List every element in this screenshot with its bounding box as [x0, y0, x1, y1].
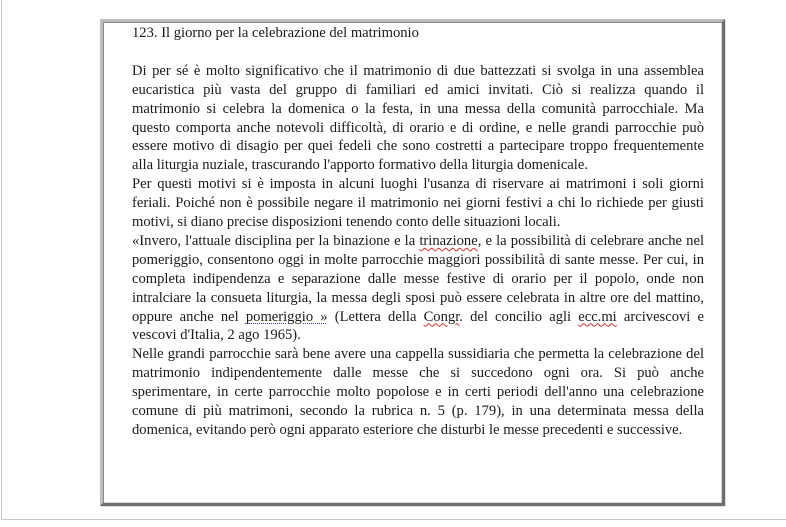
document-body: [132, 24, 704, 440]
grammar-check-pomeriggio[interactable]: pomeriggio »: [245, 308, 328, 325]
quote-text-4: . del concilio agli: [459, 308, 579, 325]
spellcheck-word-trinazione[interactable]: trinazione: [419, 232, 478, 249]
paragraph-2: Per questi motivi si è imposta in alcuni luoghi l'usanza di riservare ai matrimoni i soli giorni feriali. Poiché non è possibile negare il matrimonio nei giorni festivi a chi lo richiede per giusti motivi, si diano precise disposizioni tenendo conto delle situazioni locali.: [132, 176, 704, 231]
quote-text-1: «Invero, l'attuale disciplina per la binazione e la: [132, 232, 420, 249]
quote-text-3: (Lettera della: [327, 308, 424, 325]
spellcheck-word-eccmi[interactable]: ecc.mi: [578, 308, 617, 325]
paragraph-1: Di per sé è molto significativo che il matrimonio di due battezzati si svolga in una assemblea eucaristica più vasta del gruppo di familiari ed amici invitati. Ciò si realizza quando il matrimonio si celebra la domenica o la festa, in una messa della comunità parrocchiale. Ma questo comporta anche notevoli difficoltà, di orario e di ordine, e nelle grandi parrocchie può essere motivo di disagio per quei fedeli che sono costretti a partecipare troppo frequentemente alla liturgia nuziale, trascurando l'apporto formativo della liturgia domenicale.: [132, 62, 704, 174]
paragraph-3-quote: [132, 232, 704, 345]
quote-text-5: arcivescovi e vescovi d'Italia, 2 ago 1965).: [132, 308, 704, 344]
paragraph-4: Nelle grandi parrocchie sarà bene avere una cappella sussidiaria che permetta la celebrazione del matrimonio indipendentemente dalle messe che si succedono ogni ora. Si può anche sperimentare, in certe parrocchie molto popolose e in certi periodi dell'anno una celebrazione comune di più matrimoni, secondo la rubrica n. 5 (p. 179), in una determinata messa della domenica, evitando però ogni apparato esteriore che disturbi le messe precedenti e successive.: [132, 346, 704, 439]
section-heading: 123. Il giorno per la celebrazione del matrimonio: [132, 25, 419, 41]
spellcheck-word-congr[interactable]: Congr: [423, 308, 460, 325]
quote-text-2: , e la possibilità di celebrare anche nel pomeriggio, consentono oggi in molte parrocchie maggiori possibilità di sante messe. Per cui, in completa indipendenza e separazione dalle messe festive di orario per il popolo, onde non intralciare la consueta liturgia, la messa degli sposi può essere celebrata in altre ore del mattino, oppure anche nel: [132, 232, 704, 325]
document-text-box: [100, 19, 725, 506]
